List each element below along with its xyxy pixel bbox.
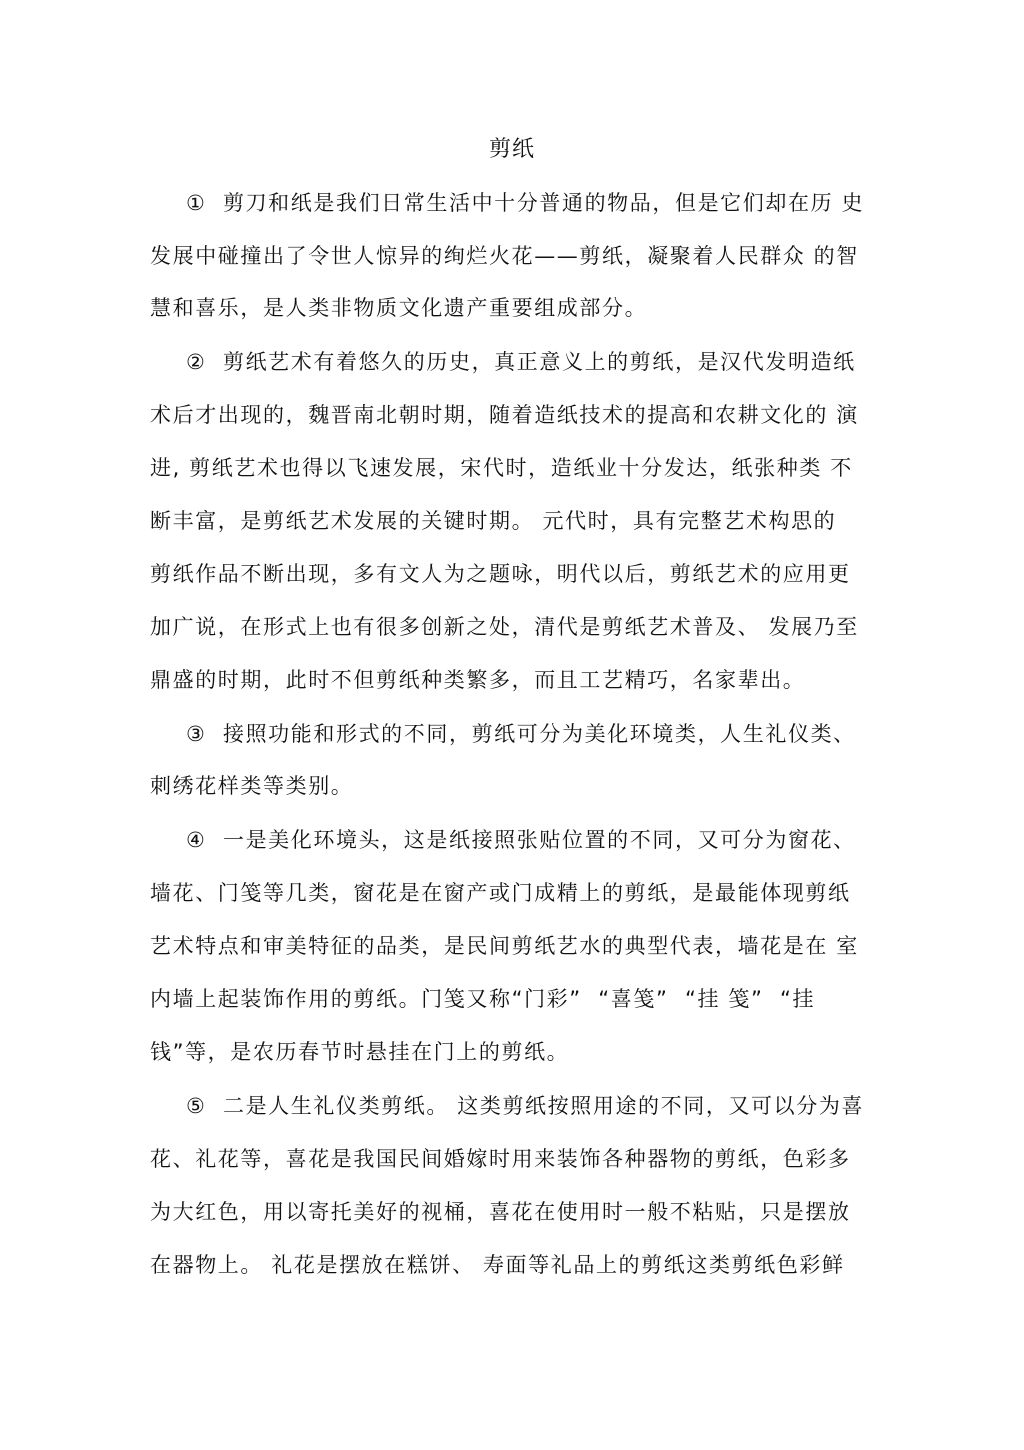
- text-line: ② 剪纸艺术有着悠久的历史，真正意义上的剪纸，是汉代发明造纸: [186, 350, 856, 374]
- text-line: 在器物上。 礼花是摆放在糕饼、 寿面等礼品上的剪纸这类剪纸色彩鲜: [150, 1253, 845, 1277]
- text-line: ① 剪刀和纸是我们日常生活中十分普通的物品，但是它们却在历 史: [186, 191, 865, 215]
- text-line: 墙花、门笺等几类，窗花是在窗产或门成精上的剪纸，是最能体现剪纸: [150, 881, 851, 905]
- text-line: 发展中碰撞出了令世人惊异的绚烂火花——剪纸，凝聚着人民群众 的智: [150, 244, 859, 268]
- text-line: 为大红色，用以寄托美好的视桶，喜花在使用时一般不粘贴，只是摆放: [150, 1200, 851, 1224]
- text-line: 花、礼花等，喜花是我国民间婚嫁时用来装饰各种器物的剪纸，色彩多: [150, 1147, 851, 1171]
- page-title: 剪纸: [488, 137, 535, 162]
- text-line: 内墙上起装饰作用的剪纸。门笺又称“门彩” “喜笺” “挂 笺” “挂: [150, 987, 816, 1011]
- text-line: 加广说，在形式上也有很多创新之处，清代是剪纸艺术普及、 发展乃至: [150, 615, 859, 639]
- text-line: 钱”等，是农历春节时悬挂在门上的剪纸。: [150, 1040, 570, 1064]
- text-line: 艺术特点和审美特征的品类，是民间剪纸艺水的典型代表，墙花是在 室: [150, 934, 859, 958]
- text-line: 慧和喜乐，是人类非物质文化遗产重要组成部分。: [150, 296, 648, 320]
- text-line: 鼎盛的时期，此时不但剪纸种类繁多，而且工艺精巧，名家辈出。: [150, 668, 806, 692]
- text-line: 进, 剪纸艺术也得以飞速发展，宋代时，造纸业十分发达，纸张种类 不: [150, 456, 853, 480]
- text-line: ⑤ 二是人生礼仪类剪纸。 这类剪纸按照用途的不同，又可以分为喜: [186, 1094, 865, 1118]
- text-line: 断丰富，是剪纸艺术发展的关键时期。 元代时，具有完整艺术构思的: [150, 509, 837, 533]
- text-line: ③ 接照功能和形式的不同，剪纸可分为美化环境类，人生礼仪类、: [186, 722, 856, 746]
- text-line: 术后才出现的，魏晋南北朝时期，随着造纸技术的提高和农耕文化的 演: [150, 403, 859, 427]
- text-line: 刺绣花样类等类别。: [150, 774, 354, 798]
- text-line: 剪纸作品不断出现，多有文人为之题咏，明代以后，剪纸艺术的应用更: [150, 562, 851, 586]
- text-line: ④ 一是美化环境头，这是纸接照张贴位置的不同，又可分为窗花、: [186, 828, 856, 852]
